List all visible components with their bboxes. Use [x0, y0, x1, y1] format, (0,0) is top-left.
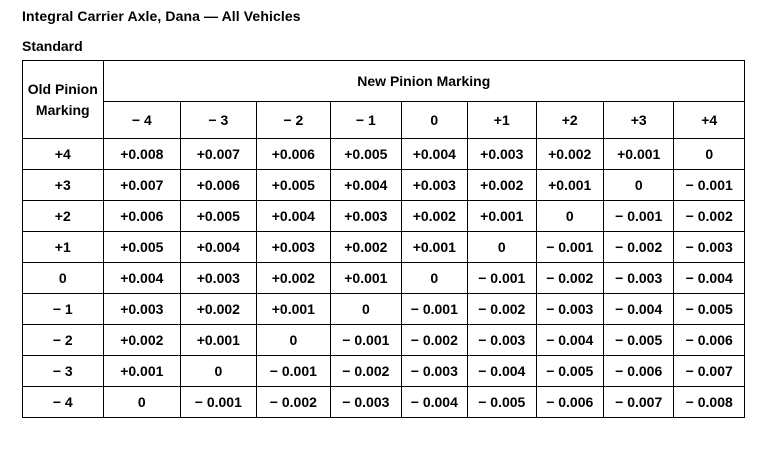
correction-value-cell: +0.002	[468, 170, 536, 201]
correction-value-cell: − 0.003	[603, 263, 673, 294]
correction-value-cell: +0.004	[331, 170, 401, 201]
table-row	[23, 201, 745, 232]
correction-value-cell: − 0.002	[401, 325, 467, 356]
correction-value-cell: − 0.002	[674, 201, 745, 232]
table-row	[23, 170, 745, 201]
pinion-marking-table	[22, 60, 745, 418]
correction-value-cell: − 0.004	[468, 356, 536, 387]
correction-value-cell: +0.001	[331, 263, 401, 294]
correction-value-cell: +0.004	[256, 201, 331, 232]
correction-value-cell: +0.006	[103, 201, 181, 232]
correction-value-cell: − 0.007	[674, 356, 745, 387]
correction-value-cell: − 0.003	[536, 294, 603, 325]
correction-value-cell: − 0.003	[331, 387, 401, 418]
correction-value-cell: − 0.005	[603, 325, 673, 356]
correction-value-cell: +0.001	[256, 294, 331, 325]
correction-value-cell: − 0.005	[674, 294, 745, 325]
correction-value-cell: +0.001	[603, 139, 673, 170]
correction-value-cell: +0.006	[181, 170, 257, 201]
table-row	[23, 356, 745, 387]
document-title: Integral Carrier Axle, Dana — All Vehicles	[22, 8, 301, 24]
correction-value-cell: − 0.001	[256, 356, 331, 387]
correction-value-cell: − 0.002	[331, 356, 401, 387]
correction-value-cell: − 0.008	[674, 387, 745, 418]
correction-value-cell: − 0.007	[603, 387, 673, 418]
correction-value-cell: − 0.002	[603, 232, 673, 263]
correction-value-cell: − 0.003	[401, 356, 467, 387]
correction-value-cell: − 0.001	[674, 170, 745, 201]
correction-value-cell: +0.004	[103, 263, 181, 294]
correction-value-cell: − 0.006	[603, 356, 673, 387]
column-header: − 1	[331, 102, 401, 139]
correction-value-cell: 0	[331, 294, 401, 325]
old-marking-row-label: +2	[23, 201, 104, 232]
old-marking-row-label: +4	[23, 139, 104, 170]
old-marking-row-label: +3	[23, 170, 104, 201]
correction-value-cell: − 0.004	[401, 387, 467, 418]
correction-value-cell: 0	[603, 170, 673, 201]
old-marking-row-label: − 1	[23, 294, 104, 325]
correction-value-cell: − 0.001	[401, 294, 467, 325]
correction-value-cell: +0.002	[536, 139, 603, 170]
correction-value-cell: − 0.005	[536, 356, 603, 387]
correction-value-cell: − 0.005	[468, 387, 536, 418]
correction-value-cell: 0	[256, 325, 331, 356]
correction-value-cell: − 0.001	[536, 232, 603, 263]
correction-value-cell: 0	[674, 139, 745, 170]
old-marking-row-label: − 2	[23, 325, 104, 356]
correction-value-cell: +0.003	[401, 170, 467, 201]
correction-value-cell: +0.006	[256, 139, 331, 170]
correction-value-cell: +0.001	[181, 325, 257, 356]
column-header: +4	[674, 102, 745, 139]
correction-value-cell: − 0.003	[674, 232, 745, 263]
correction-value-cell: − 0.002	[468, 294, 536, 325]
table-row	[23, 387, 745, 418]
table-row	[23, 325, 745, 356]
table-row	[23, 139, 745, 170]
correction-value-cell: +0.003	[103, 294, 181, 325]
correction-value-cell: +0.003	[256, 232, 331, 263]
correction-value-cell: +0.001	[103, 356, 181, 387]
correction-value-cell: +0.005	[181, 201, 257, 232]
correction-value-cell: +0.001	[536, 170, 603, 201]
correction-value-cell: − 0.006	[536, 387, 603, 418]
correction-value-cell: − 0.002	[536, 263, 603, 294]
correction-value-cell: − 0.006	[674, 325, 745, 356]
correction-value-cell: +0.004	[401, 139, 467, 170]
column-header: − 3	[181, 102, 257, 139]
correction-value-cell: +0.002	[331, 232, 401, 263]
correction-value-cell: 0	[181, 356, 257, 387]
old-pinion-marking-header: Old Pinion Marking	[23, 61, 104, 139]
correction-value-cell: +0.004	[181, 232, 257, 263]
correction-value-cell: +0.002	[103, 325, 181, 356]
column-header: − 4	[103, 102, 181, 139]
column-header: − 2	[256, 102, 331, 139]
correction-value-cell: 0	[468, 232, 536, 263]
correction-value-cell: +0.003	[468, 139, 536, 170]
correction-value-cell: +0.001	[468, 201, 536, 232]
correction-value-cell: +0.003	[181, 263, 257, 294]
correction-value-cell: +0.008	[103, 139, 181, 170]
document-subtitle: Standard	[22, 38, 83, 54]
old-marking-row-label: 0	[23, 263, 104, 294]
table-row	[23, 232, 745, 263]
correction-value-cell: +0.002	[256, 263, 331, 294]
old-marking-row-label: +1	[23, 232, 104, 263]
correction-value-cell: − 0.001	[331, 325, 401, 356]
column-header: +3	[603, 102, 673, 139]
correction-value-cell: +0.002	[401, 201, 467, 232]
correction-value-cell: +0.005	[256, 170, 331, 201]
correction-value-cell: +0.002	[181, 294, 257, 325]
correction-value-cell: − 0.004	[674, 263, 745, 294]
column-header: 0	[401, 102, 467, 139]
correction-value-cell: 0	[103, 387, 181, 418]
correction-value-cell: +0.005	[103, 232, 181, 263]
correction-value-cell: +0.007	[181, 139, 257, 170]
table-body	[23, 139, 745, 418]
correction-value-cell: +0.007	[103, 170, 181, 201]
correction-value-cell: − 0.001	[181, 387, 257, 418]
correction-value-cell: − 0.003	[468, 325, 536, 356]
correction-value-cell: 0	[401, 263, 467, 294]
column-header: +2	[536, 102, 603, 139]
correction-value-cell: 0	[536, 201, 603, 232]
correction-value-cell: − 0.001	[603, 201, 673, 232]
old-marking-row-label: − 4	[23, 387, 104, 418]
table-row	[23, 294, 745, 325]
correction-value-cell: − 0.002	[256, 387, 331, 418]
correction-value-cell: − 0.001	[468, 263, 536, 294]
correction-value-cell: +0.003	[331, 201, 401, 232]
new-pinion-marking-header: New Pinion Marking	[103, 61, 744, 102]
correction-value-cell: − 0.004	[603, 294, 673, 325]
column-header: +1	[468, 102, 536, 139]
table-row	[23, 263, 745, 294]
correction-value-cell: − 0.004	[536, 325, 603, 356]
old-marking-row-label: − 3	[23, 356, 104, 387]
correction-value-cell: +0.005	[331, 139, 401, 170]
correction-value-cell: +0.001	[401, 232, 467, 263]
